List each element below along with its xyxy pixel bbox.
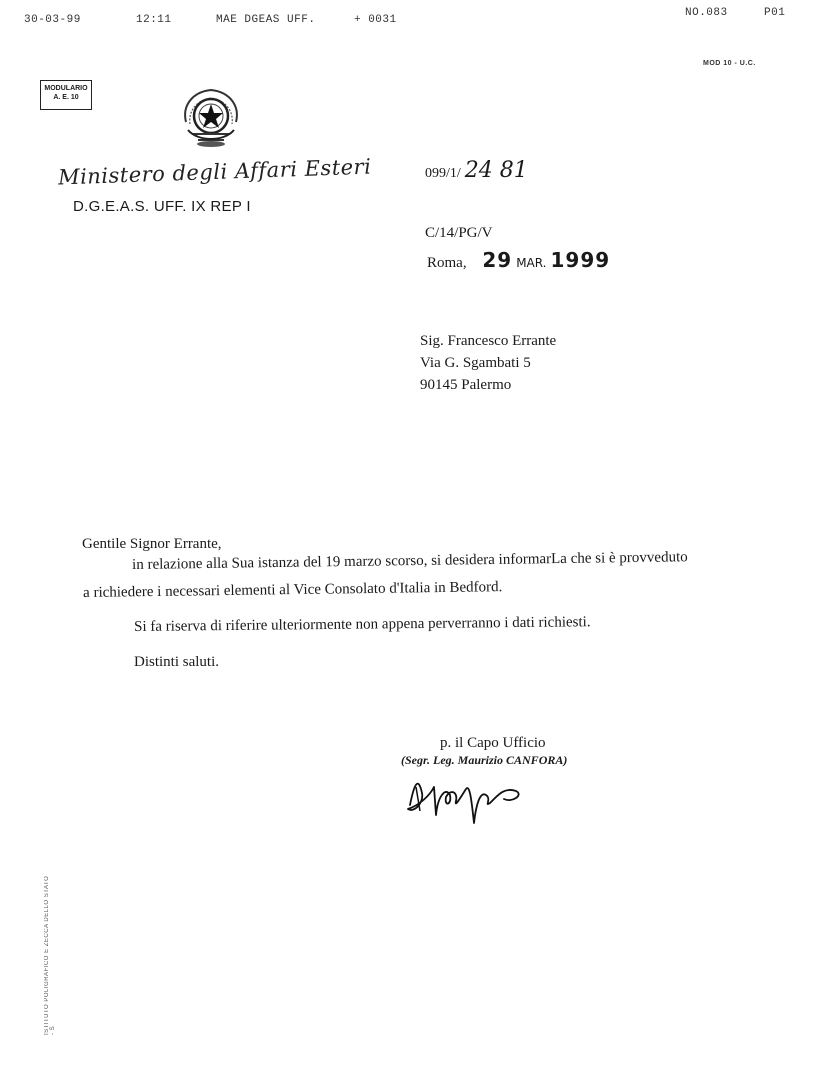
- form-code: MOD 10 - U.C.: [703, 60, 756, 67]
- signer-name: (Segr. Leg. Maurizio CANFORA): [401, 753, 568, 767]
- date-stamp: [482, 248, 610, 272]
- modulario-code: A. E. 10: [53, 94, 79, 101]
- printer-margin-text: ISTITUTO POLIGRAFICO E ZECCA DELLO STATO - S: [44, 875, 56, 1035]
- fax-page-count: P01: [764, 7, 786, 19]
- paragraph-1-line-2: a richiedere i necessari elementi al Vice Consolato d'Italia in Bedford.: [83, 579, 503, 601]
- modulario-box: [40, 80, 92, 110]
- fax-date: 30-03-99: [24, 14, 81, 26]
- stamp-day: 29: [482, 248, 513, 272]
- addressee-block: [420, 330, 556, 396]
- fax-time: 12:11: [136, 14, 172, 26]
- date-line: [427, 248, 610, 272]
- fax-page-number: NO.083: [685, 7, 728, 19]
- paragraph-1-line-1: in relazione alla Sua istanza del 19 marzo scorso, si desidera informarLa che si è provveduto: [132, 549, 688, 573]
- salutation: Gentile Signor Errante,: [82, 536, 222, 552]
- modulario-label: MODULARIO: [44, 85, 88, 92]
- stamp-year: 1999: [550, 248, 611, 272]
- protocol-handwritten: 24 81: [464, 158, 528, 183]
- handwritten-signature: [400, 765, 550, 830]
- place: Roma,: [427, 255, 467, 271]
- signature-title: p. il Capo Ufficio: [440, 735, 546, 751]
- fax-sender: MAE DGEAS UFF.: [216, 14, 316, 26]
- closing: Distinti saluti.: [134, 654, 220, 670]
- reference-code: C/14/PG/V: [425, 225, 493, 241]
- ministry-name: Ministero degli Affari Esteri: [57, 154, 372, 190]
- fax-number: + 0031: [354, 14, 397, 26]
- addressee-city: 90145 Palermo: [420, 377, 512, 393]
- protocol-number: [425, 158, 528, 183]
- paragraph-2: Si fa riserva di riferire ulteriormente non appena perverranno i dati richiesti.: [134, 614, 591, 635]
- italian-republic-emblem-icon: [178, 82, 244, 150]
- addressee-street: Via G. Sgambati 5: [420, 355, 531, 371]
- office-name: D.G.E.A.S. UFF. IX REP I: [73, 198, 251, 215]
- protocol-prefix: 099/1/: [425, 166, 461, 181]
- stamp-month: MAR.: [516, 256, 547, 270]
- addressee-name: Sig. Francesco Errante: [420, 333, 557, 349]
